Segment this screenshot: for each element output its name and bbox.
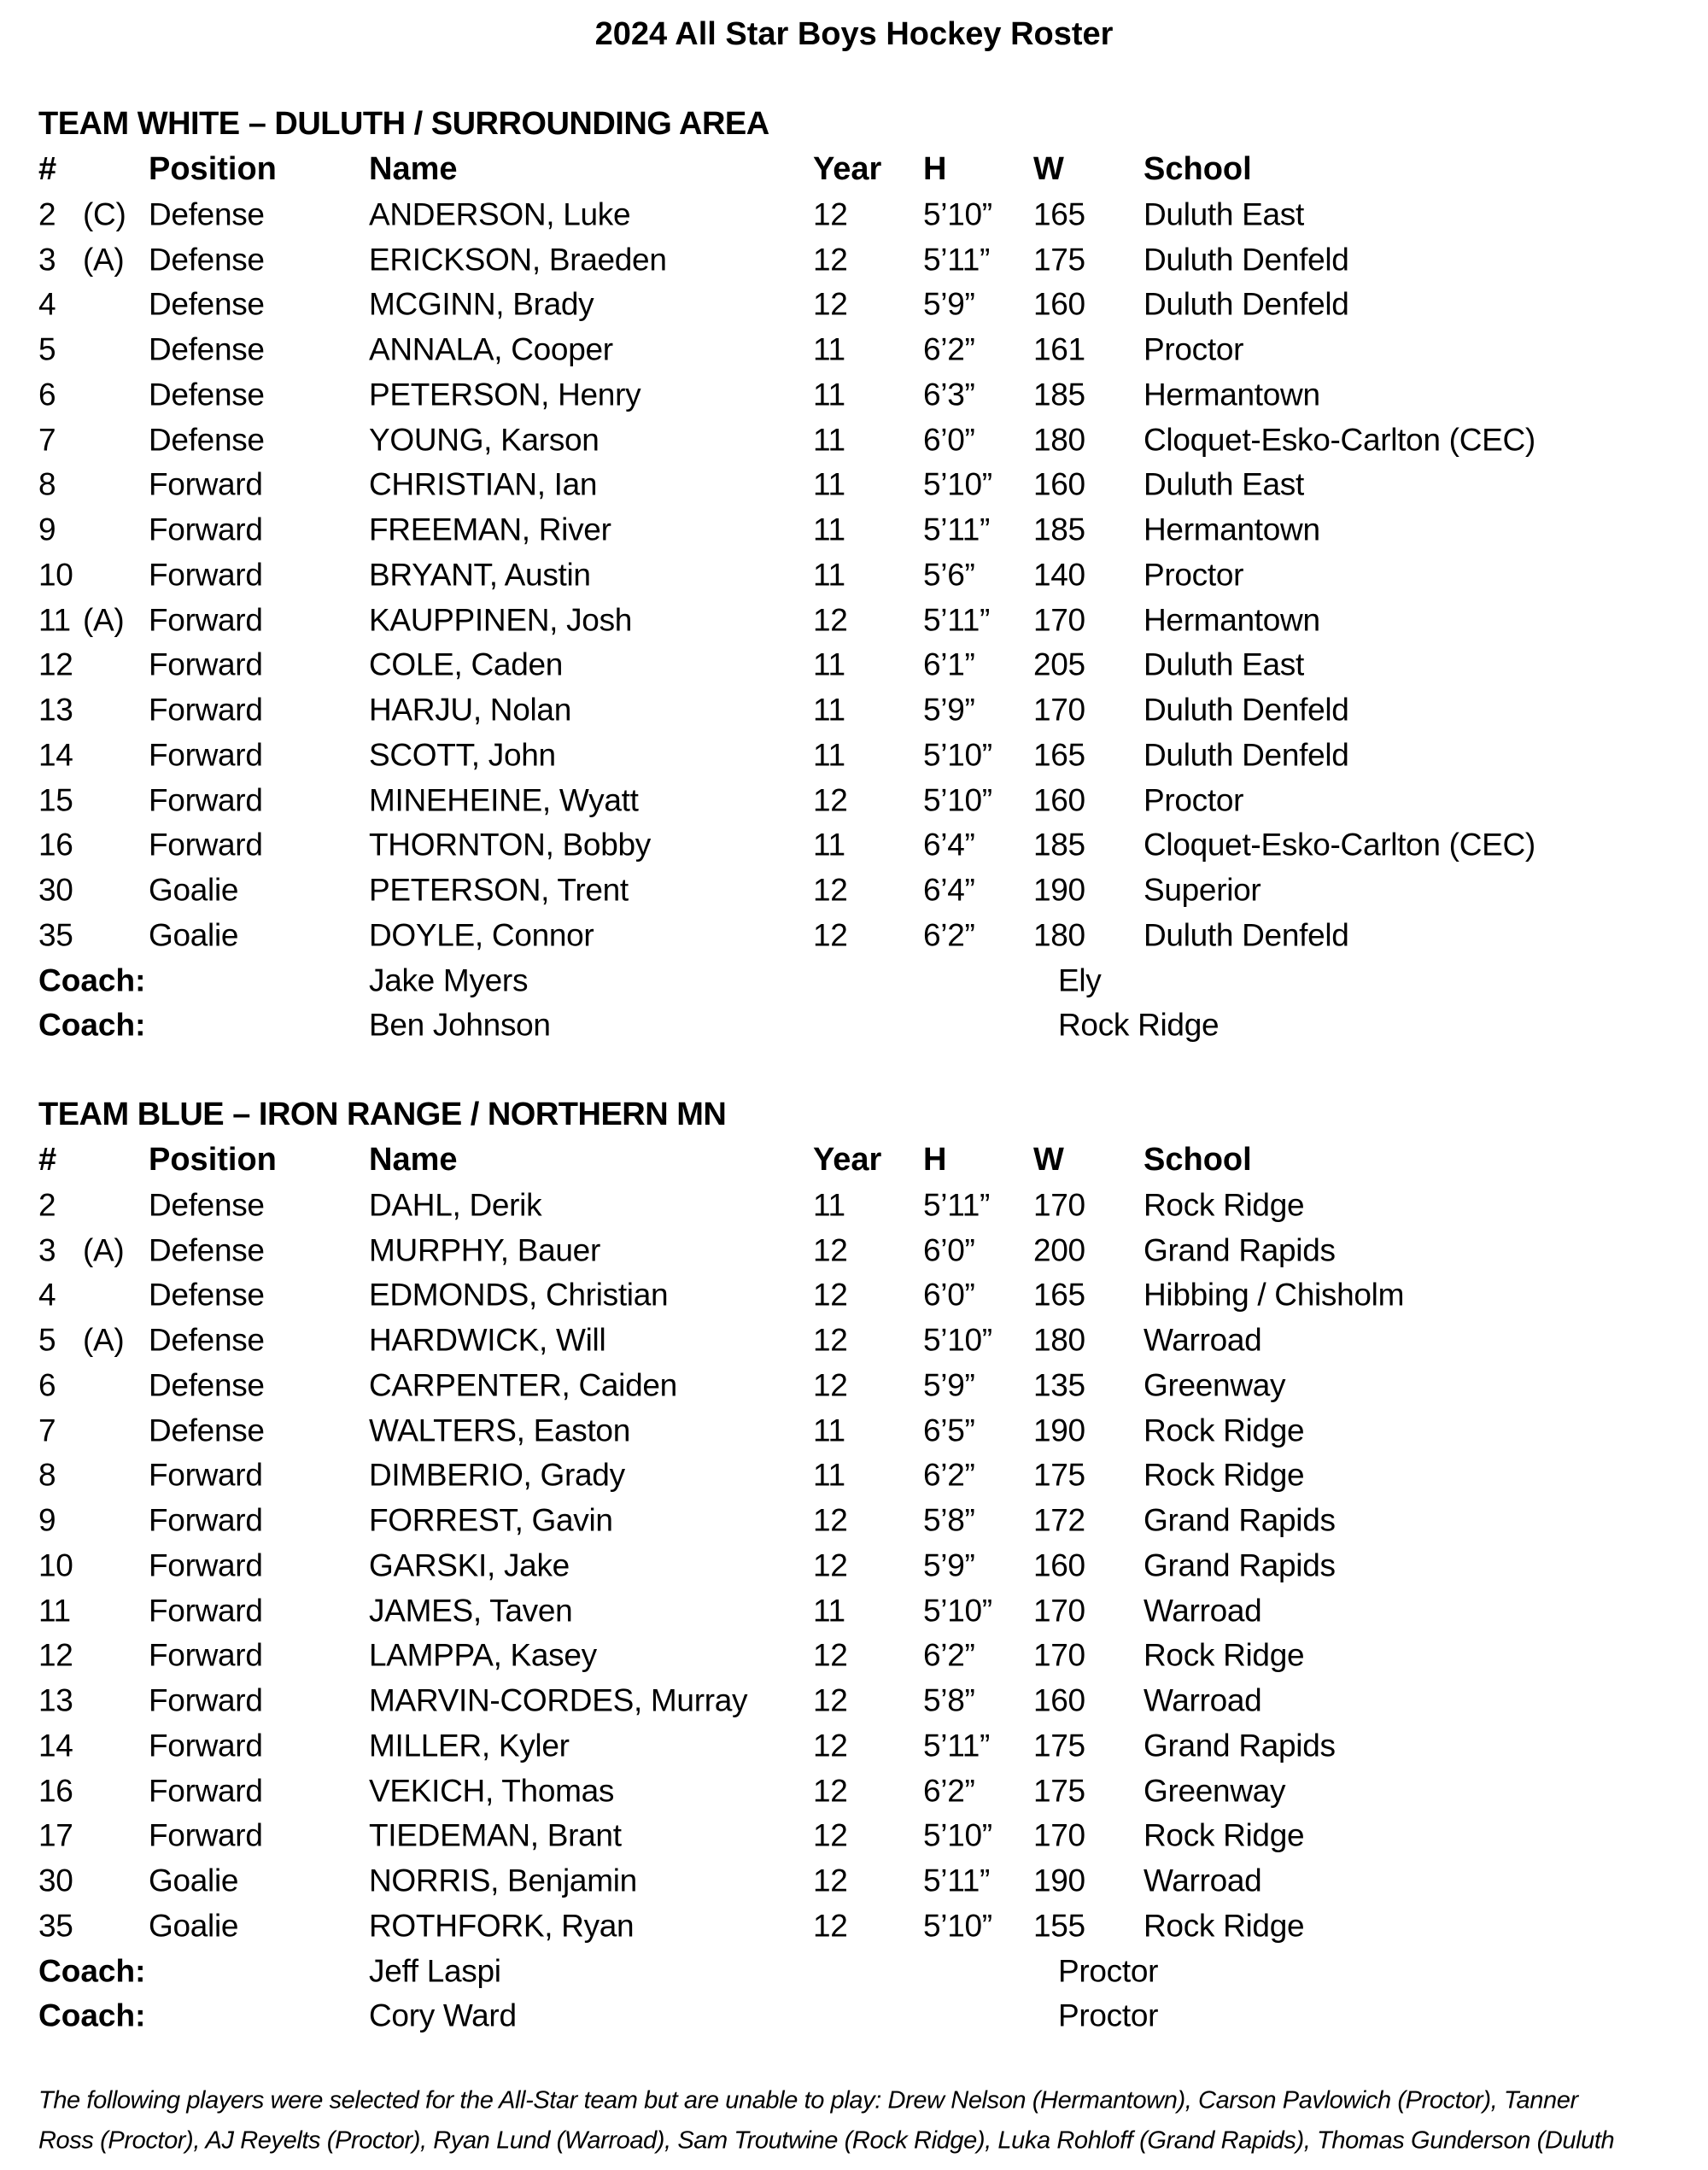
player-name: TIEDEMAN, Brant: [369, 1817, 622, 1853]
player-w: 172: [1033, 1502, 1085, 1538]
player-name: COLE, Caden: [369, 646, 564, 682]
player-name: CARPENTER, Caiden: [369, 1367, 677, 1403]
player-w: 170: [1033, 692, 1085, 728]
player-h: 5’8”: [923, 1502, 975, 1538]
player-num: 9: [38, 1502, 56, 1538]
player-year: 11: [813, 1457, 845, 1493]
player-w: 170: [1033, 602, 1085, 637]
player-pos: Forward: [149, 692, 263, 728]
player-pos: Forward: [149, 466, 263, 502]
player-pos: Defense: [149, 1322, 265, 1358]
column-header: W: [1033, 151, 1064, 187]
player-num: 35: [38, 917, 73, 953]
player-pos: Goalie: [149, 917, 239, 953]
player-school: Hermantown: [1144, 512, 1320, 547]
player-pos: Defense: [149, 1413, 265, 1448]
player-school: Grand Rapids: [1144, 1502, 1336, 1538]
player-h: 5’10”: [923, 196, 992, 232]
footnote-line-2: Ross (Proctor), AJ Reyelts (Proctor), Ryan Lund (Warroad), Sam Troutwine (Rock Ridge), Luka Rohloff (Grand Rapids), Thomas Gunderson (Duluth: [38, 2126, 1615, 2155]
player-h: 5’11”: [923, 242, 991, 277]
player-num: 13: [38, 1682, 73, 1718]
player-h: 5’9”: [923, 1367, 975, 1403]
coach-label: Coach:: [38, 1997, 146, 2033]
player-pos: Forward: [149, 602, 263, 637]
player-year: 12: [813, 1277, 848, 1313]
player-h: 5’9”: [923, 286, 975, 322]
column-header: School: [1144, 1142, 1252, 1178]
player-w: 180: [1033, 1322, 1085, 1358]
player-year: 12: [813, 1637, 848, 1673]
player-num: 3: [38, 1232, 56, 1267]
player-name: DAHL, Derik: [369, 1187, 542, 1223]
player-h: 5’10”: [923, 737, 992, 773]
player-year: 11: [813, 737, 845, 773]
player-school: Proctor: [1144, 557, 1244, 593]
player-h: 5’6”: [923, 557, 975, 593]
player-num: 16: [38, 1773, 73, 1808]
player-num: 30: [38, 1863, 73, 1898]
column-header: School: [1144, 151, 1252, 187]
player-year: 12: [813, 1908, 848, 1944]
player-w: 185: [1033, 377, 1085, 412]
player-num: 6: [38, 1367, 56, 1403]
player-h: 5’11”: [923, 512, 991, 547]
player-w: 161: [1033, 331, 1085, 367]
player-h: 6’2”: [923, 1637, 975, 1673]
player-pos: Defense: [149, 1277, 265, 1313]
player-h: 6’3”: [923, 377, 975, 412]
player-name: PETERSON, Trent: [369, 872, 629, 908]
coach-name: Jake Myers: [369, 962, 529, 997]
player-w: 175: [1033, 1457, 1085, 1493]
player-year: 12: [813, 1817, 848, 1853]
player-pos: Defense: [149, 196, 265, 232]
player-pos: Forward: [149, 1773, 263, 1808]
player-school: Grand Rapids: [1144, 1728, 1336, 1763]
player-name: FREEMAN, River: [369, 512, 611, 547]
player-year: 12: [813, 1367, 848, 1403]
player-w: 160: [1033, 1682, 1085, 1718]
coach-label: Coach:: [38, 962, 146, 997]
player-role-badge: (A): [83, 1322, 125, 1358]
coach-label: Coach:: [38, 1007, 146, 1043]
player-pos: Goalie: [149, 872, 239, 908]
player-name: ROTHFORK, Ryan: [369, 1908, 635, 1944]
player-num: 7: [38, 1413, 56, 1448]
player-num: 3: [38, 242, 56, 277]
player-name: LAMPPA, Kasey: [369, 1637, 597, 1673]
player-school: Hermantown: [1144, 602, 1320, 637]
player-name: GARSKI, Jake: [369, 1547, 570, 1583]
player-num: 6: [38, 377, 56, 412]
player-name: HARJU, Nolan: [369, 692, 571, 728]
player-num: 13: [38, 692, 73, 728]
player-w: 185: [1033, 512, 1085, 547]
player-school: Duluth East: [1144, 196, 1304, 232]
column-header: Year: [813, 151, 882, 187]
player-w: 200: [1033, 1232, 1085, 1267]
player-pos: Forward: [149, 782, 263, 817]
player-pos: Forward: [149, 1502, 263, 1538]
player-name: DIMBERIO, Grady: [369, 1457, 625, 1493]
player-name: YOUNG, Karson: [369, 422, 600, 457]
player-h: 6’0”: [923, 422, 975, 457]
player-pos: Forward: [149, 1637, 263, 1673]
player-school: Duluth East: [1144, 646, 1304, 682]
player-pos: Forward: [149, 1457, 263, 1493]
player-school: Duluth Denfeld: [1144, 737, 1349, 773]
player-name: CHRISTIAN, Ian: [369, 466, 598, 502]
player-num: 30: [38, 872, 73, 908]
player-name: MURPHY, Bauer: [369, 1232, 600, 1267]
player-num: 5: [38, 331, 56, 367]
player-h: 5’11”: [923, 602, 991, 637]
player-h: 6’0”: [923, 1277, 975, 1313]
coach-name: Jeff Laspi: [369, 1953, 501, 1988]
player-name: THORNTON, Bobby: [369, 827, 651, 863]
player-name: MARVIN-CORDES, Murray: [369, 1682, 748, 1718]
player-year: 11: [813, 422, 845, 457]
player-school: Greenway: [1144, 1367, 1286, 1403]
coach-school: Rock Ridge: [1058, 1007, 1220, 1043]
player-school: Cloquet-Esko-Carlton (CEC): [1144, 827, 1535, 863]
player-name: FORREST, Gavin: [369, 1502, 613, 1538]
player-school: Grand Rapids: [1144, 1547, 1336, 1583]
player-pos: Goalie: [149, 1908, 239, 1944]
player-pos: Goalie: [149, 1863, 239, 1898]
player-pos: Forward: [149, 1682, 263, 1718]
player-w: 135: [1033, 1367, 1085, 1403]
player-num: 8: [38, 1457, 56, 1493]
player-w: 175: [1033, 1728, 1085, 1763]
player-year: 12: [813, 1547, 848, 1583]
player-num: 9: [38, 512, 56, 547]
player-num: 7: [38, 422, 56, 457]
player-pos: Defense: [149, 242, 265, 277]
player-num: 12: [38, 1637, 73, 1673]
player-num: 2: [38, 1187, 56, 1223]
player-year: 12: [813, 286, 848, 322]
player-school: Duluth Denfeld: [1144, 286, 1349, 322]
player-name: JAMES, Taven: [369, 1593, 573, 1628]
player-name: NORRIS, Benjamin: [369, 1863, 637, 1898]
player-pos: Defense: [149, 286, 265, 322]
player-year: 12: [813, 602, 848, 637]
player-school: Rock Ridge: [1144, 1413, 1305, 1448]
player-h: 5’10”: [923, 466, 992, 502]
player-h: 5’10”: [923, 782, 992, 817]
column-header: #: [38, 1142, 57, 1178]
player-w: 140: [1033, 557, 1085, 593]
player-w: 190: [1033, 872, 1085, 908]
coach-label: Coach:: [38, 1953, 146, 1988]
coach-school: Proctor: [1058, 1997, 1159, 2033]
player-num: 11: [38, 602, 71, 637]
player-year: 11: [813, 1187, 845, 1223]
player-h: 6’4”: [923, 827, 975, 863]
player-w: 170: [1033, 1817, 1085, 1853]
player-pos: Forward: [149, 557, 263, 593]
player-school: Rock Ridge: [1144, 1637, 1305, 1673]
player-pos: Defense: [149, 1232, 265, 1267]
player-name: MINEHEINE, Wyatt: [369, 782, 639, 817]
player-num: 2: [38, 196, 56, 232]
player-name: HARDWICK, Will: [369, 1322, 606, 1358]
coach-school: Ely: [1058, 962, 1102, 997]
player-school: Cloquet-Esko-Carlton (CEC): [1144, 422, 1535, 457]
player-pos: Forward: [149, 827, 263, 863]
player-school: Greenway: [1144, 1773, 1286, 1808]
player-school: Hermantown: [1144, 377, 1320, 412]
player-pos: Forward: [149, 1593, 263, 1628]
player-h: 5’9”: [923, 1547, 975, 1583]
player-school: Duluth Denfeld: [1144, 692, 1349, 728]
player-num: 4: [38, 1277, 56, 1313]
player-pos: Defense: [149, 1367, 265, 1403]
player-h: 5’11”: [923, 1187, 991, 1223]
player-school: Hibbing / Chisholm: [1144, 1277, 1405, 1313]
team-blue-heading: TEAM BLUE – IRON RANGE / NORTHERN MN: [38, 1097, 727, 1132]
player-h: 5’11”: [923, 1728, 991, 1763]
player-school: Proctor: [1144, 331, 1244, 367]
player-school: Grand Rapids: [1144, 1232, 1336, 1267]
player-w: 190: [1033, 1413, 1085, 1448]
player-h: 5’9”: [923, 692, 975, 728]
player-year: 12: [813, 196, 848, 232]
player-school: Rock Ridge: [1144, 1187, 1305, 1223]
player-school: Duluth East: [1144, 466, 1304, 502]
player-h: 5’10”: [923, 1322, 992, 1358]
player-name: MILLER, Kyler: [369, 1728, 570, 1763]
player-year: 11: [813, 1413, 845, 1448]
player-num: 14: [38, 1728, 73, 1763]
player-h: 6’4”: [923, 872, 975, 908]
player-year: 11: [813, 692, 845, 728]
footnote-line-1: The following players were selected for the All-Star team but are unable to play: Drew Nelson (Hermantown), Carson Pavlowich (Proctor), Tanner: [38, 2086, 1578, 2114]
player-year: 11: [813, 646, 845, 682]
player-school: Rock Ridge: [1144, 1817, 1305, 1853]
player-name: ANDERSON, Luke: [369, 196, 631, 232]
coach-school: Proctor: [1058, 1953, 1159, 1988]
player-w: 170: [1033, 1637, 1085, 1673]
coach-name: Ben Johnson: [369, 1007, 551, 1043]
player-school: Proctor: [1144, 782, 1244, 817]
player-num: 17: [38, 1817, 73, 1853]
player-w: 170: [1033, 1593, 1085, 1628]
player-school: Rock Ridge: [1144, 1908, 1305, 1944]
player-year: 12: [813, 1728, 848, 1763]
page-title: 2024 All Star Boys Hockey Roster: [594, 16, 1114, 52]
column-header: Name: [369, 151, 458, 187]
player-w: 175: [1033, 1773, 1085, 1808]
player-year: 12: [813, 872, 848, 908]
player-school: Warroad: [1144, 1322, 1262, 1358]
coach-name: Cory Ward: [369, 1997, 517, 2033]
player-h: 6’2”: [923, 331, 975, 367]
player-w: 155: [1033, 1908, 1085, 1944]
player-name: EDMONDS, Christian: [369, 1277, 669, 1313]
player-num: 8: [38, 466, 56, 502]
team-white-heading: TEAM WHITE – DULUTH / SURROUNDING AREA: [38, 106, 769, 142]
player-w: 160: [1033, 782, 1085, 817]
player-w: 165: [1033, 196, 1085, 232]
player-school: Warroad: [1144, 1863, 1262, 1898]
player-w: 180: [1033, 422, 1085, 457]
player-role-badge: (A): [83, 1232, 125, 1267]
player-school: Duluth Denfeld: [1144, 242, 1349, 277]
player-role-badge: (A): [83, 602, 125, 637]
column-header: W: [1033, 1142, 1064, 1178]
player-year: 12: [813, 917, 848, 953]
player-name: KAUPPINEN, Josh: [369, 602, 633, 637]
player-w: 160: [1033, 466, 1085, 502]
player-year: 12: [813, 1863, 848, 1898]
player-h: 5’10”: [923, 1817, 992, 1853]
player-w: 180: [1033, 917, 1085, 953]
player-num: 5: [38, 1322, 56, 1358]
player-name: PETERSON, Henry: [369, 377, 641, 412]
player-year: 12: [813, 1322, 848, 1358]
column-header: Name: [369, 1142, 458, 1178]
player-year: 12: [813, 1682, 848, 1718]
player-year: 12: [813, 1502, 848, 1538]
player-year: 12: [813, 242, 848, 277]
player-num: 12: [38, 646, 73, 682]
player-num: 4: [38, 286, 56, 322]
player-w: 185: [1033, 827, 1085, 863]
player-num: 35: [38, 1908, 73, 1944]
player-name: ERICKSON, Braeden: [369, 242, 667, 277]
player-w: 175: [1033, 242, 1085, 277]
player-pos: Forward: [149, 1817, 263, 1853]
player-year: 11: [813, 827, 845, 863]
player-num: 16: [38, 827, 73, 863]
player-name: BRYANT, Austin: [369, 557, 591, 593]
player-role-badge: (A): [83, 242, 125, 277]
column-header: H: [923, 1142, 947, 1178]
player-pos: Forward: [149, 512, 263, 547]
player-w: 160: [1033, 286, 1085, 322]
player-name: SCOTT, John: [369, 737, 556, 773]
player-h: 5’10”: [923, 1593, 992, 1628]
player-school: Rock Ridge: [1144, 1457, 1305, 1493]
player-year: 12: [813, 1232, 848, 1267]
column-header: H: [923, 151, 947, 187]
player-name: VEKICH, Thomas: [369, 1773, 615, 1808]
player-school: Superior: [1144, 872, 1261, 908]
column-header: Position: [149, 151, 277, 187]
player-h: 6’0”: [923, 1232, 975, 1267]
player-year: 11: [813, 512, 845, 547]
player-year: 12: [813, 782, 848, 817]
player-h: 6’2”: [923, 1457, 975, 1493]
player-year: 11: [813, 557, 845, 593]
column-header: #: [38, 151, 57, 187]
player-pos: Defense: [149, 377, 265, 412]
player-h: 5’8”: [923, 1682, 975, 1718]
player-w: 165: [1033, 1277, 1085, 1313]
player-pos: Forward: [149, 737, 263, 773]
player-num: 10: [38, 1547, 73, 1583]
column-header: Year: [813, 1142, 882, 1178]
player-w: 165: [1033, 737, 1085, 773]
player-name: DOYLE, Connor: [369, 917, 594, 953]
player-num: 10: [38, 557, 73, 593]
player-w: 190: [1033, 1863, 1085, 1898]
player-school: Warroad: [1144, 1593, 1262, 1628]
player-name: MCGINN, Brady: [369, 286, 594, 322]
player-name: ANNALA, Cooper: [369, 331, 613, 367]
player-num: 11: [38, 1593, 71, 1628]
player-school: Warroad: [1144, 1682, 1262, 1718]
column-header: Position: [149, 1142, 277, 1178]
player-year: 11: [813, 331, 845, 367]
player-w: 205: [1033, 646, 1085, 682]
player-h: 6’2”: [923, 1773, 975, 1808]
player-pos: Defense: [149, 331, 265, 367]
player-h: 6’5”: [923, 1413, 975, 1448]
player-year: 11: [813, 1593, 845, 1628]
player-pos: Defense: [149, 1187, 265, 1223]
player-pos: Forward: [149, 1547, 263, 1583]
player-num: 14: [38, 737, 73, 773]
player-h: 5’11”: [923, 1863, 991, 1898]
player-pos: Forward: [149, 646, 263, 682]
player-h: 6’2”: [923, 917, 975, 953]
player-year: 12: [813, 1773, 848, 1808]
player-school: Duluth Denfeld: [1144, 917, 1349, 953]
player-w: 160: [1033, 1547, 1085, 1583]
player-num: 15: [38, 782, 73, 817]
player-w: 170: [1033, 1187, 1085, 1223]
player-name: WALTERS, Easton: [369, 1413, 630, 1448]
player-h: 5’10”: [923, 1908, 992, 1944]
player-year: 11: [813, 377, 845, 412]
player-h: 6’1”: [923, 646, 975, 682]
player-year: 11: [813, 466, 845, 502]
player-pos: Defense: [149, 422, 265, 457]
player-pos: Forward: [149, 1728, 263, 1763]
player-role-badge: (C): [83, 196, 126, 232]
